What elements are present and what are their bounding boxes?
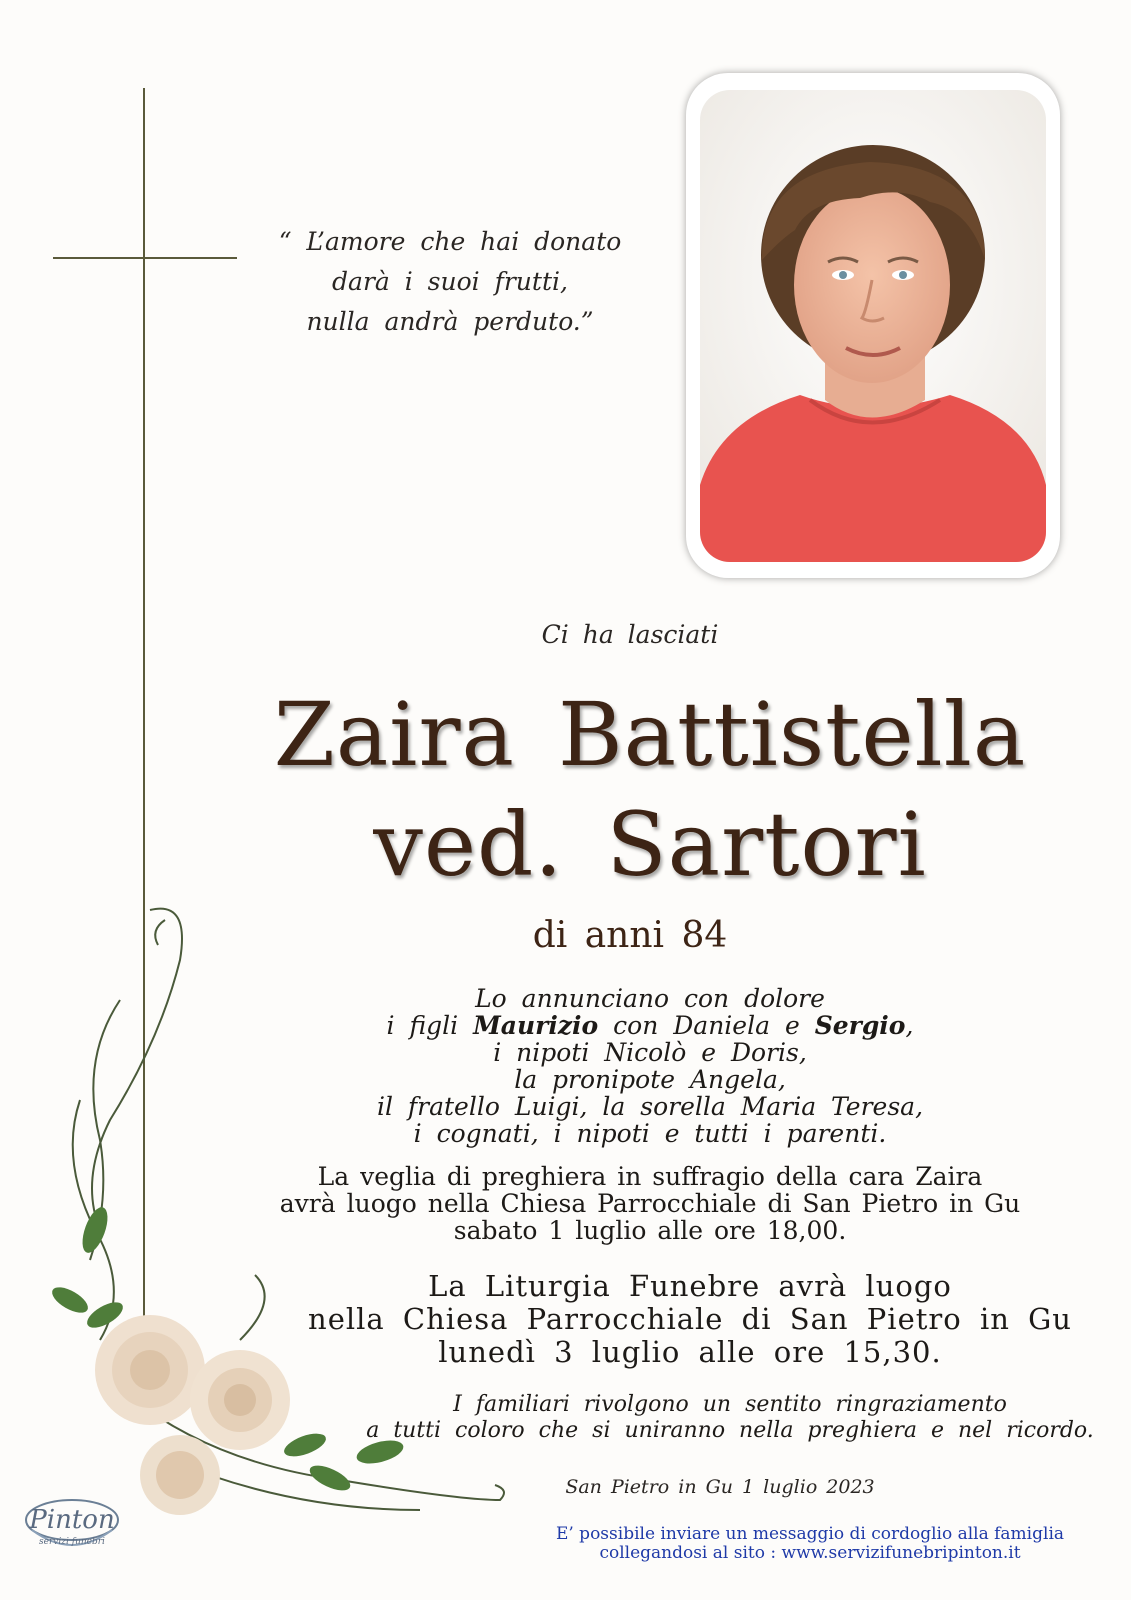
intro-text: Ci ha lasciati (541, 620, 719, 649)
announcement-line: il fratello Luigi, la sorella Maria Teresa, (376, 1092, 924, 1121)
child-name: Sergio (814, 1011, 906, 1040)
logo-tagline: servizi funebri (39, 1537, 105, 1547)
quote-line: darà i suoi frutti, (332, 267, 568, 296)
deceased-name-line1: Zaira Battistella (273, 683, 1027, 786)
dateline: San Pietro in Gu 1 luglio 2023 (565, 1476, 875, 1498)
condolence-info (500, 1525, 1120, 1563)
thanks-line: I familiari rivolgono un sentito ringraziamento (453, 1392, 1007, 1417)
quote-line: nulla andrà perduto.” (306, 307, 594, 336)
announcement-line: i cognati, i nipoti e tutti i parenti. (413, 1119, 887, 1148)
deceased-age: di anni 84 (532, 915, 728, 956)
funeral-line: nella Chiesa Parrocchiale di San Pietro in Gu (308, 1302, 1072, 1336)
announcement-line: la pronipote Angela, (514, 1065, 786, 1094)
quote-line: “ L’amore che hai donato (278, 227, 622, 256)
logo-name: Pinton (29, 1505, 115, 1535)
deceased-name-line2: ved. Sartori (373, 793, 927, 896)
funeral-line: lunedì 3 luglio alle ore 15,30. (438, 1335, 942, 1369)
condolence-link[interactable]: collegandosi al sito : www.servizifunebripinton.it (599, 1543, 1021, 1563)
vigil-line: avrà luogo nella Chiesa Parrocchiale di San Pietro in Gu (279, 1189, 1021, 1218)
announcement-text: con Daniela e (598, 1011, 815, 1040)
rose-decoration (40, 900, 560, 1560)
cross-horizontal-bar (53, 257, 237, 259)
child-name: Maurizio (473, 1011, 599, 1040)
portrait-photo (700, 90, 1046, 562)
funeral-line: La Liturgia Funebre avrà luogo (428, 1269, 952, 1303)
announcement-text: , (905, 1011, 914, 1040)
vigil-line: sabato 1 luglio alle ore 18,00. (453, 1216, 847, 1245)
vigil-line: La veglia di preghiera in suffragio della cara Zaira (317, 1162, 983, 1191)
announcement-text: i figli (386, 1011, 474, 1040)
deceased-name (170, 680, 1130, 900)
condolence-line: E’ possibile inviare un messaggio di cordoglio alla famiglia (555, 1524, 1065, 1544)
quote (240, 222, 660, 342)
pinton-logo (20, 1490, 130, 1570)
announcement-line: Lo annunciano con dolore (475, 984, 825, 1013)
thanks-line: a tutti coloro che si uniranno nella preghiera e nel ricordo. (366, 1418, 1094, 1443)
announcement-line: i nipoti Nicolò e Doris, (493, 1038, 807, 1067)
